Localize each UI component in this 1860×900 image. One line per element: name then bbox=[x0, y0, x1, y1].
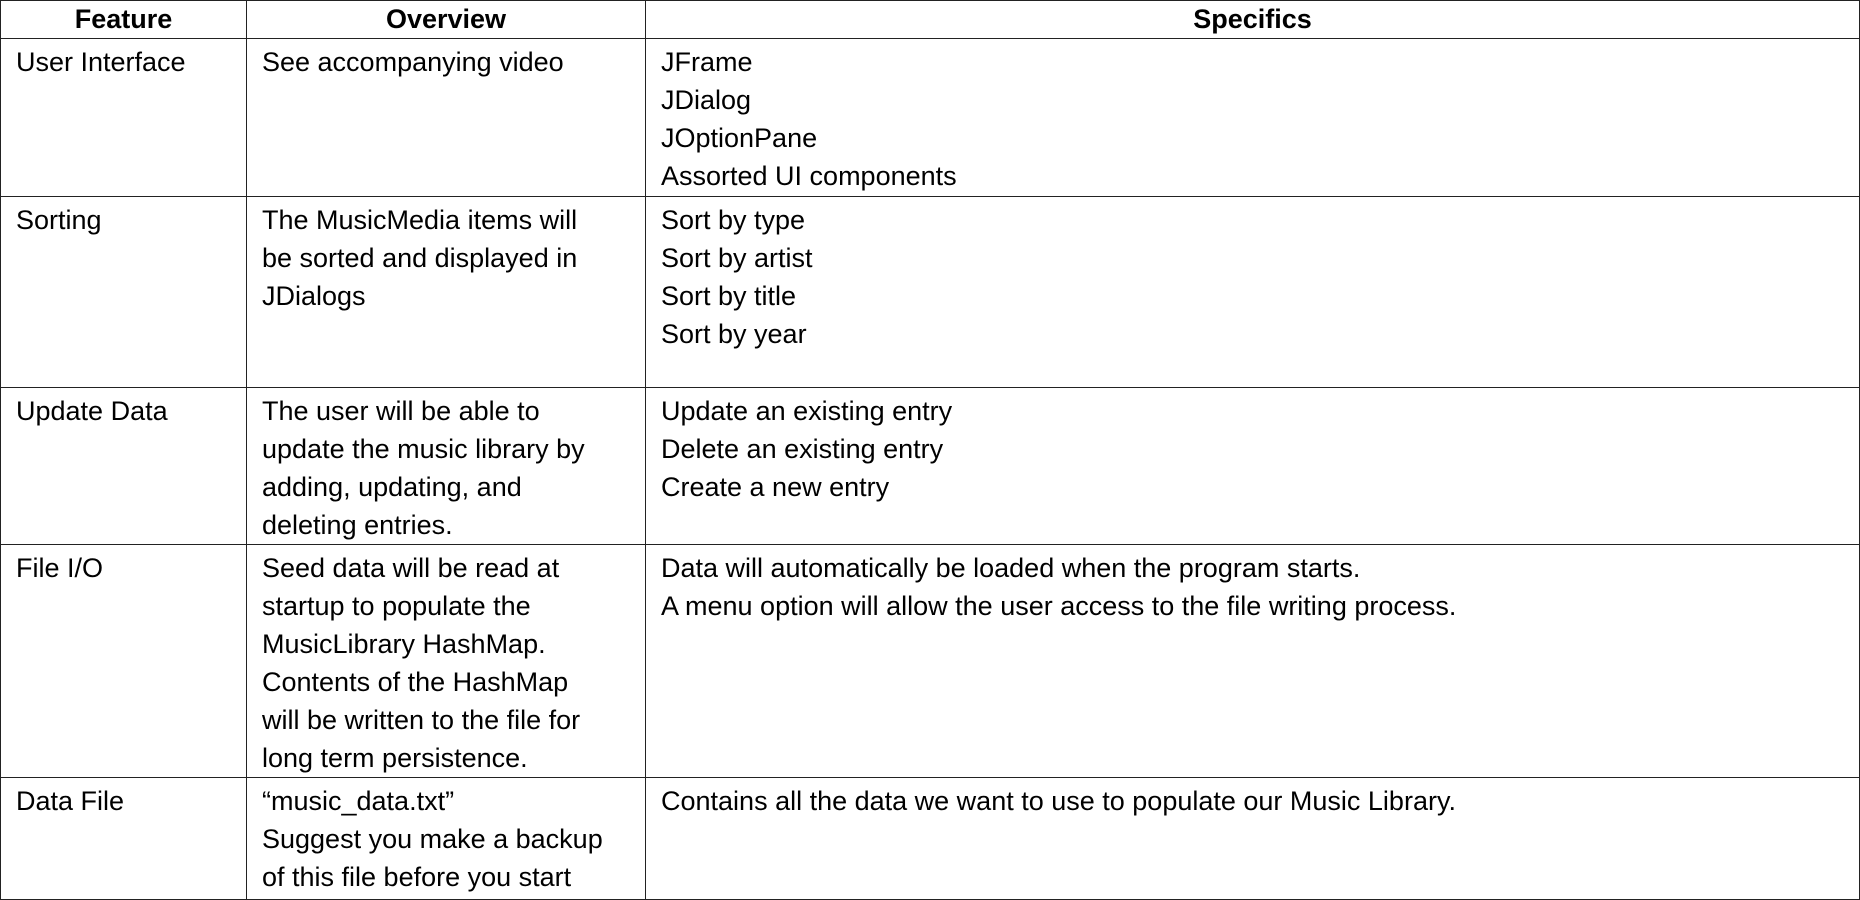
feature-cell bbox=[1, 778, 247, 900]
specifics-cell bbox=[646, 39, 1860, 197]
specifics-line: Sort by title bbox=[661, 281, 797, 311]
overview-line: MusicLibrary HashMap. bbox=[262, 629, 546, 659]
table-row bbox=[1, 545, 1860, 778]
header-specifics: Specifics bbox=[646, 1, 1860, 39]
specifics-line: JOptionPane bbox=[661, 123, 818, 153]
specifics-line: Create a new entry bbox=[661, 472, 890, 502]
table-row bbox=[1, 778, 1860, 900]
feature-text: User Interface bbox=[16, 47, 186, 77]
specifics-line: Sort by year bbox=[661, 319, 807, 349]
overview-cell bbox=[247, 388, 646, 545]
feature-cell bbox=[1, 545, 247, 778]
specifics-cell bbox=[646, 778, 1860, 900]
header-overview: Overview bbox=[247, 1, 646, 39]
overview-line: adding, updating, and bbox=[262, 472, 522, 502]
specifics-cell bbox=[646, 388, 1860, 545]
overview-line: “music_data.txt” bbox=[262, 786, 455, 816]
overview-line: Seed data will be read at bbox=[262, 553, 560, 583]
feature-text: Sorting bbox=[16, 205, 102, 235]
specifics-line: Sort by artist bbox=[661, 243, 813, 273]
feature-text: Data File bbox=[16, 786, 125, 816]
specifics-cell bbox=[646, 545, 1860, 778]
overview-line: long term persistence. bbox=[262, 743, 528, 773]
table-row bbox=[1, 197, 1860, 388]
header-feature: Feature bbox=[1, 1, 247, 39]
overview-line: deleting entries. bbox=[262, 510, 453, 540]
overview-line: Contents of the HashMap bbox=[262, 667, 569, 697]
overview-cell bbox=[247, 778, 646, 900]
overview-line: will be written to the file for bbox=[262, 705, 581, 735]
specifics-line: Data will automatically be loaded when the program starts. bbox=[661, 553, 1361, 583]
overview-cell bbox=[247, 39, 646, 197]
specifics-line: A menu option will allow the user access to the file writing process. bbox=[661, 591, 1457, 621]
overview-cell bbox=[247, 545, 646, 778]
specifics-line: Contains all the data we want to use to populate our Music Library. bbox=[661, 786, 1456, 816]
specifics-line: Sort by type bbox=[661, 205, 806, 235]
specifics-line: Assorted UI components bbox=[661, 161, 957, 191]
overview-line: See accompanying video bbox=[262, 47, 564, 77]
overview-cell bbox=[247, 197, 646, 388]
feature-cell bbox=[1, 39, 247, 197]
specifics-cell bbox=[646, 197, 1860, 388]
overview-line: The MusicMedia items will bbox=[262, 205, 578, 235]
specifics-line: Delete an existing entry bbox=[661, 434, 944, 464]
specifics-line: Update an existing entry bbox=[661, 396, 953, 426]
table-row bbox=[1, 39, 1860, 197]
feature-text: Update Data bbox=[16, 396, 168, 426]
overview-line: Suggest you make a backup bbox=[262, 824, 603, 854]
overview-line: update the music library by bbox=[262, 434, 585, 464]
overview-line: The user will be able to bbox=[262, 396, 540, 426]
table-row bbox=[1, 388, 1860, 545]
specifics-line: JFrame bbox=[661, 47, 753, 77]
overview-line: JDialogs bbox=[262, 281, 366, 311]
overview-line: startup to populate the bbox=[262, 591, 531, 621]
feature-text: File I/O bbox=[16, 553, 104, 583]
specifics-line: JDialog bbox=[661, 85, 752, 115]
feature-cell bbox=[1, 388, 247, 545]
feature-cell bbox=[1, 197, 247, 388]
header-row bbox=[1, 1, 1860, 39]
overview-line: of this file before you start bbox=[262, 862, 572, 892]
overview-line: be sorted and displayed in bbox=[262, 243, 578, 273]
